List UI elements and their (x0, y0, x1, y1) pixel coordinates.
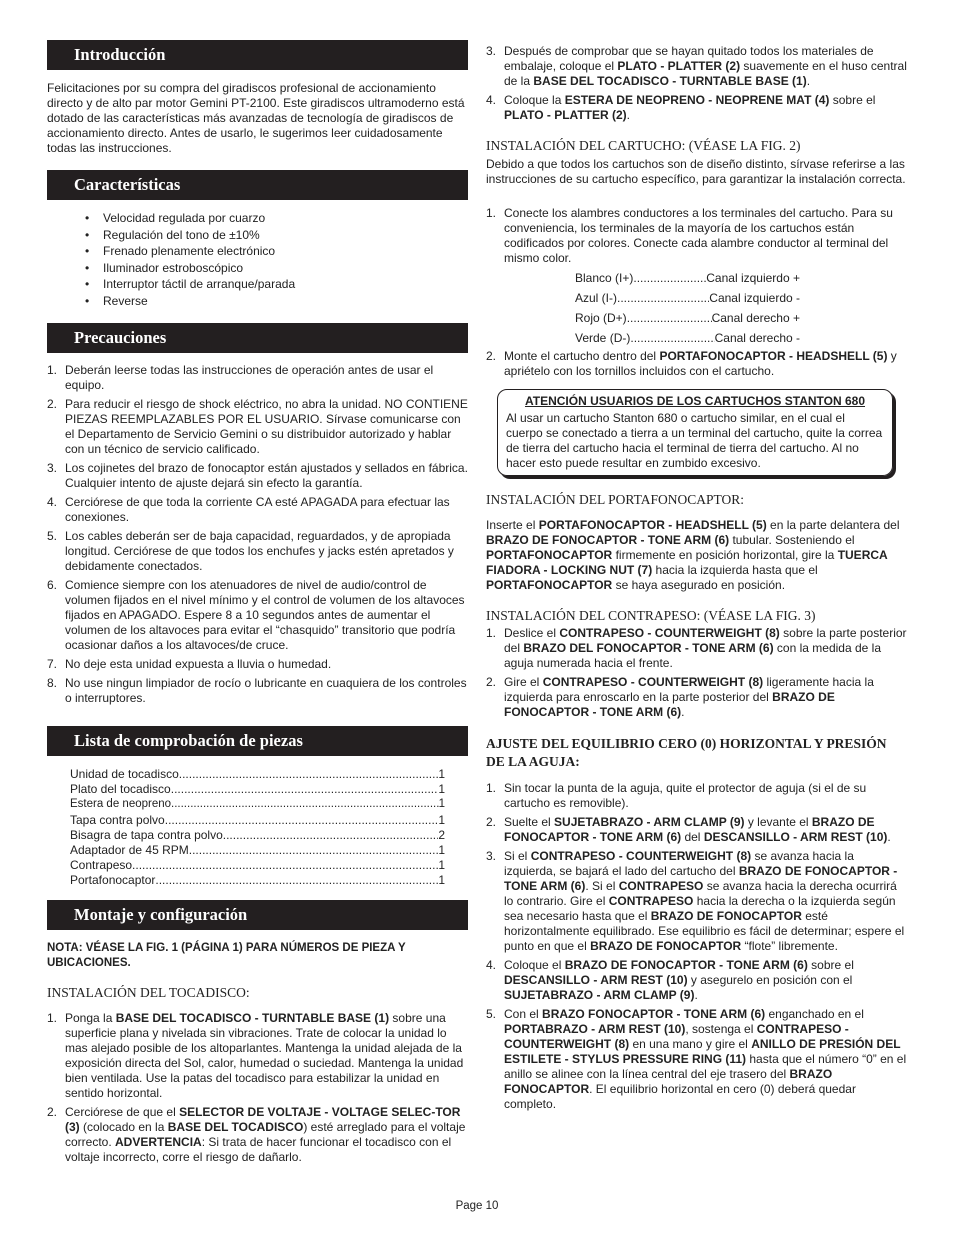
list-item: Bisagra de tapa contra polvo ..... 2 (70, 828, 445, 843)
intro-heading: Introducción (47, 40, 468, 70)
list-item: 1. Deberán leerse todas las instrucciones de operación antes de usar el equipo. (47, 363, 434, 392)
attention-title: ATENCIÓN USUARIOS DE LOS CARTUCHOS STANTON 680 (524, 394, 866, 408)
list-item: Estera de neopreno ..... 1 (70, 797, 445, 812)
list-item: • Regulación del tono de ±10% (85, 227, 445, 244)
list-item: Plato del tocadisco ..... 1 (70, 782, 445, 797)
list-item: 3. Los cojinetes del brazo de fonocaptor están ajustados y sellados en fábrica. Cualquier intento de ajuste dejará sin efecto la garantía. (47, 461, 468, 490)
cartridge-steps-continued (486, 349, 908, 379)
list-item: • Reverse (85, 293, 445, 310)
list-item: 2. Para reducir el riesgo de shock eléctrico, no abra la unidad. NO CONTIENE PIEZAS REEMPLAZABLES POR EL USUARIO. Sírvase comunicarse con el Departamento de Servicio Gemini o su distribuidor autorizado y hablar con un técnico de servicio calificado. (47, 397, 468, 456)
list-item: 1. Deslice el CONTRAPESO - COUNTERWEIGHT (8) sobre la parte posterior del BRAZO DEL FONOCAPTOR - TONE ARM (6) con la medida de la aguja numerada hacia el frente. (486, 626, 907, 670)
list-item: 1. Conecte los alambres conductores a los terminales del cartucho. Para su conveniencia, los terminales de la mayoría de los cartuchos están codificados por colores. Conecte cada alambre conductor al terminal del mismo color. (486, 206, 893, 265)
list-item: 2. Suelte el SUJETABRAZO - ARM CLAMP (9) y levante el BRAZO DE FONOCAPTOR - TONE ARM (6) del DESCANSILLO - ARM REST (10). (486, 815, 891, 844)
list-item: Unidad de tocadisco ..... 1 (70, 767, 445, 782)
turntable-install-heading: INSTALACIÓN DEL TOCADISCO: (47, 985, 250, 1000)
list-item: 7. No deje esta unidad expuesta a lluvia o humedad. (47, 657, 332, 671)
turntable-install-steps (47, 1011, 468, 1165)
turntable-install-steps-continued (486, 44, 908, 123)
assembly-note: NOTA: VÉASE LA FIG. 1 (PÁGINA 1) PARA NÚMEROS DE PIEZA Y UBICACIONES. (47, 942, 406, 969)
list-item: • Iluminador estroboscópico (85, 260, 445, 277)
balance-adjust-heading: AJUSTE DEL EQUILIBRIO CERO (0) HORIZONTAL Y PRESIÓN DE LA AGUJA: (486, 736, 887, 769)
list-item: • Velocidad regulada por cuarzo (85, 210, 445, 227)
list-item: Tapa contra polvo ..... 1 (70, 813, 445, 828)
list-item: 6. Comience siempre con los atenuadores de nivel de audio/control de volumen fijados en el nivel mínimo y el control de volumen de los altavoces fijados en APAGADO. Espere 8 a 10 segundos antes de aumentar el volumen de los altavoces para evitar el “chasquido” transitorio que podría ocasionar daños a los altavoces/de cruce. (47, 578, 465, 652)
precautions-heading: Precauciones (47, 323, 468, 353)
balance-steps (486, 781, 908, 1112)
counterweight-install-heading: INSTALACIÓN DEL CONTRAPESO: (VÉASE LA FIG. 3) (486, 608, 816, 623)
cartridge-steps (486, 206, 908, 266)
parts-list (70, 767, 445, 889)
list-item: 3. Si el CONTRAPESO - COUNTERWEIGHT (8) se avanza hacia la izquierda, se bajará el lado del cartucho del BRAZO DE FONOCAPTOR - TONE ARM (6). Si el CONTRAPESO se avanza hacia la derecha ocurrirá lo contrario. Gire el CONTRAPESO hacia la derecha o la izquierda según sea necesario hasta que el BRAZO DE FONOCAPTOR esté horizontalmente equilibrado. Ese equilibrio es fácil de determinar; espere el punto en que el BRAZO DE FONOCAPTOR “flote” libremente. (486, 849, 905, 953)
features-list (85, 210, 445, 309)
list-item: Contrapeso ..... 1 (70, 858, 445, 873)
list-item: • Frenado plenamente electrónico (85, 243, 445, 260)
headshell-install-text: Inserte el PORTAFONOCAPTOR - HEADSHELL (5) en la parte delantera del BRAZO DE FONOCAPTOR - TONE ARM (6) tubular. Sosteniendo el PORTAFONOCAPTOR firmemente en posición horizontal, gire la TUERCA FIADORA - LOCKING NUT (7) hacia la izquierda hasta que el PORTAFONOCAPTOR se haya asegurado en posición. (486, 518, 900, 592)
cartridge-intro: Debido a que todos los cartuchos son de diseño distinto, sírvase referirse a las instrucciones de su cartucho específico, para garantizar la instalación correcta. (486, 157, 906, 186)
list-item: 4. Coloque el BRAZO DE FONOCAPTOR - TONE ARM (6) sobre el DESCANSILLO - ARM REST (10) y asegurelo en posición con el SUJETABRAZO - ARM CLAMP (9). (486, 958, 854, 1002)
attention-box (497, 389, 893, 476)
list-item: Portafonocaptor ..... 1 (70, 873, 445, 888)
precautions-list (47, 363, 468, 706)
list-item: 2. Gire el CONTRAPESO - COUNTERWEIGHT (8) ligeramente hacia la izquierda para enroscarlo en la parte posterior del BRAZO DE FONOCAPTOR - TONE ARM (6). (486, 675, 874, 719)
wire-color-list (575, 268, 800, 348)
parts-heading: Lista de comprobación de piezas (47, 726, 468, 756)
list-item: 2. Cerciórese de que el SELECTOR DE VOLTAJE - VOLTAGE SELEC-TOR (3) (colocado en la BASE DEL TOCADISCO) esté arreglado para el voltaje correcto. ADVERTENCIA: Si trata de hacer funcionar el tocadisco con el voltaje incorrecto, corre el riesgo de dañarlo. (47, 1105, 466, 1164)
counterweight-steps (486, 626, 908, 720)
list-item: Verde (D-) ..... Canal derecho - (575, 328, 800, 348)
page-number: Page 10 (455, 1200, 499, 1212)
intro-text: Felicitaciones por su compra del giradiscos profesional de accionamiento directo y de alto par motor Gemini PT-2100. Este giradiscos ultramoderno está dotado de las características más avanzadas de tecnología de giradiscos de accionamiento directo. Antes de usarlo, le sugerimos leer cuidadosamente todas las instrucciones. (47, 81, 465, 155)
list-item: 3. Después de comprobar que se hayan quitado todos los materiales de embalaje, coloque el PLATO - PLATTER (2) suavemente en el huso central de la BASE DEL TOCADISCO - TURNTABLE BASE (1). (486, 44, 907, 88)
list-item: 4. Cerciórese de que toda la corriente CA esté APAGADA para efectuar las conexiones. (47, 495, 450, 524)
list-item: • Interruptor táctil de arranque/parada (85, 276, 445, 293)
list-item: 1. Ponga la BASE DEL TOCADISCO - TURNTABLE BASE (1) sobre una superficie plana y nivelada sin vibraciones. Trate de colocar la unidad lo mas alejado posible de los altoparlantes. Mantenga la unidad alejada de la exposición directa del Sol, calor, humedad o suciedad. Mantenga la unidad bien ventilada. Use la patas del tocadisco para estabilizar la unidad en sentido horizontal. (47, 1011, 464, 1100)
list-item: 1. Sin tocar la punta de la aguja, quite el protector de aguja (si el de su cartucho es removible). (486, 781, 867, 810)
list-item: 4. Coloque la ESTERA DE NEOPRENO - NEOPRENE MAT (4) sobre el PLATO - PLATTER (2). (486, 93, 876, 122)
list-item: 8. No use ningun limpiador de rocío o lubricante en cuaquiera de los controles o interruptores. (47, 676, 467, 705)
list-item: Blanco (I+) ..... Canal izquierdo + (575, 268, 800, 288)
list-item: Rojo (D+) ..... Canal derecho + (575, 308, 800, 328)
assembly-heading: Montaje y configuración (47, 900, 468, 930)
list-item: 5. Con el BRAZO FONOCAPTOR - TONE ARM (6) enganchado en el PORTABRAZO - ARM REST (10), sostenga el CONTRAPESO - COUNTERWEIGHT (8) en una mano y gire el ANILLO DE PRESIÓN DEL ESTILETE - STYLUS PRESSURE RING (11) hasta que el número “0” en el anillo se alinee con la línea central del eje trasero del BRAZO FONOCAPTOR. El equilibrio horizontal en cero (0) deberá quedar completo. (486, 1007, 907, 1111)
list-item: 2. Monte el cartucho dentro del PORTAFONOCAPTOR - HEADSHELL (5) y apriételo con los tornillos incluidos con el cartucho. (486, 349, 897, 378)
headshell-install-heading: INSTALACIÓN DEL PORTAFONOCAPTOR: (486, 492, 745, 507)
features-heading: Características (47, 170, 468, 200)
cartridge-install-heading: INSTALACIÓN DEL CARTUCHO: (VÉASE LA FIG. 2) (486, 138, 801, 153)
attention-text: Al usar un cartucho Stanton 680 o cartucho similar, en el cual el cuerpo se conectado a tierra a un terminal del cartucho, quite la correa de tierra del cartucho hacia el terminal de tierra del cartucho. Al no hacer esto puede resultar en zumbido excesivo. (506, 411, 883, 470)
list-item: 5. Los cables deberán ser de baja capacidad, reguardados, y de apropiada longitud. Cerciórese de que todos los enchufes y jacks estén apretados y debidamente conectados. (47, 529, 454, 573)
list-item: Azul (I-) ..... Canal izquierdo - (575, 288, 800, 308)
list-item: Adaptador de 45 RPM ..... 1 (70, 843, 445, 858)
